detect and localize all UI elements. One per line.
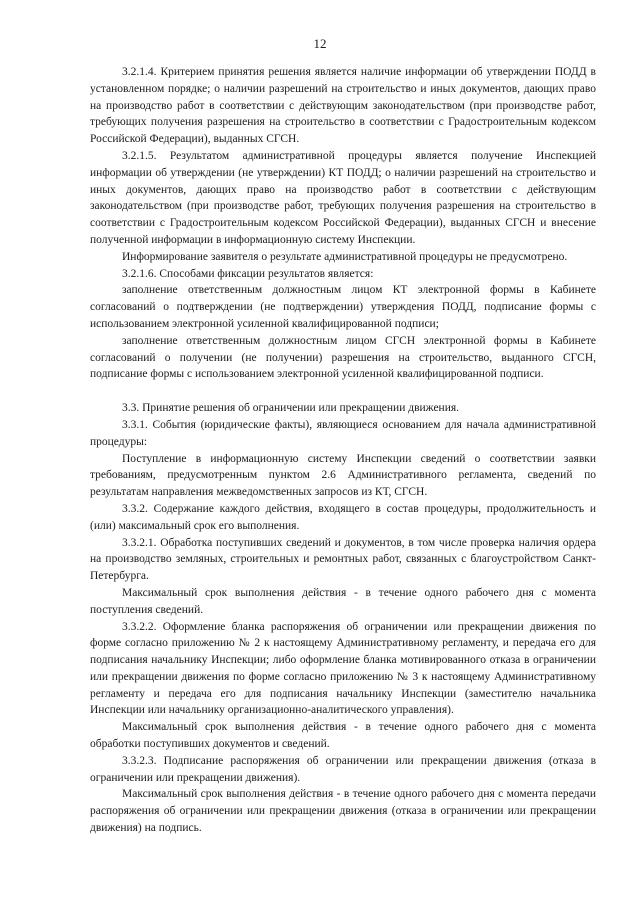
paragraph-notification: Информирование заявителя о результате административной процедуры не предусмотрено. [122, 250, 568, 263]
section-heading-3-3: 3.3. Принятие решения об ограничении или прекращении движения. [122, 402, 460, 415]
paragraph-3-2-1-6: 3.2.1.6. Способами фиксации результатов является: [122, 267, 374, 280]
paragraph-3-3-2-1: 3.3.2.1. Обработка поступивших сведений и документов, в том числе проверка наличия ордера на производство земляных, строительных и ремонтных работ, связанных с благоустройством Санкт-Петербурга. [90, 536, 596, 583]
paragraph-3-2-1-4: 3.2.1.4. Критерием принятия решения является наличие информации об утверждении ПОДД в установленном порядке; о наличии разрешений на строительство и иных документов, дающих право на производство работ в соответствии с действующим законодательством (при производстве работ, требующих получения разрешения на строительство в соответствии с Градостроительным кодексом Российской Федерации), выданных СГСН. [90, 66, 596, 146]
paragraph-3-3-1-text: Поступление в информационную систему Инспекции сведений о соответствии заявки требованиям, предусмотренным пунктом 2.6 Административного регламента, сведений по результатам направления межведомственных запросов из КТ, СГСН. [90, 452, 596, 499]
paragraph-fixation-1: заполнение ответственным должностным лицом КТ электронной формы в Кабинете согласований о подтверждении (не подтверждении) утверждения ПОДД, подписание формы с использованием электронной усиленной квалифицированной подписи; [90, 284, 596, 330]
paragraph-3-2-1-5: 3.2.1.5. Результатом административной процедуры является получение Инспекцией информации об утверждении (не утверждении) КТ ПОДД; о наличии разрешений на строительство и иных документов, дающих право на производство работ в соответствии с действующим законодательством (при производстве работ, требующих получения разрешения на строительство в соответствии с Градостроительным кодексом Российской Федерации), выданных СГСН и внесение полученной информации в информационную систему Инспекции. [90, 149, 596, 246]
paragraph-fixation-2: заполнение ответственным должностным лицом СГСН электронной формы в Кабинете согласований о получении (не получении) разрешения на строительство, выданного СГСН, подписание формы с использованием электронной усиленной квалифицированной подписи. [90, 334, 596, 381]
paragraph-3-3-1: 3.3.1. События (юридические факты), являющиеся основанием для начала административной процедуры: [90, 418, 596, 448]
document-body [90, 64, 596, 837]
paragraph-3-3-2-3: 3.3.2.3. Подписание распоряжения об ограничении или прекращении движения (отказа в ограничении или прекращении движения). [90, 754, 596, 784]
paragraph-3-3-2: 3.3.2. Содержание каждого действия, входящего в состав процедуры, продолжительность и (или) максимальный срок его выполнения. [90, 502, 596, 532]
paragraph-max-time-1: Максимальный срок выполнения действия - в течение одного рабочего дня с момента поступления сведений. [90, 586, 596, 616]
paragraph-max-time-3: Максимальный срок выполнения действия - в течение одного рабочего дня с момента передачи распоряжения об ограничении или прекращении движения (отказа в ограничении или прекращении движения) на подпись. [90, 788, 596, 835]
paragraph-max-time-2: Максимальный срок выполнения действия - в течение одного рабочего дня с момента обработки поступивших документов и сведений. [90, 721, 596, 751]
paragraph-3-3-2-2: 3.3.2.2. Оформление бланка распоряжения об ограничении или прекращении движения по форме согласно приложению № 2 к настоящему Административному регламенту, и передача его для подписания начальнику Инспекции; либо оформление бланка мотивированного отказа в ограничении или прекращении движения по форме согласно приложению № 3 к настоящему Административному регламенту и передача его для подписания начальнику Инспекции (заместителю начальника Инспекции или начальнику организационно-аналитического управления). [90, 620, 596, 717]
page-number: 12 [313, 36, 327, 51]
